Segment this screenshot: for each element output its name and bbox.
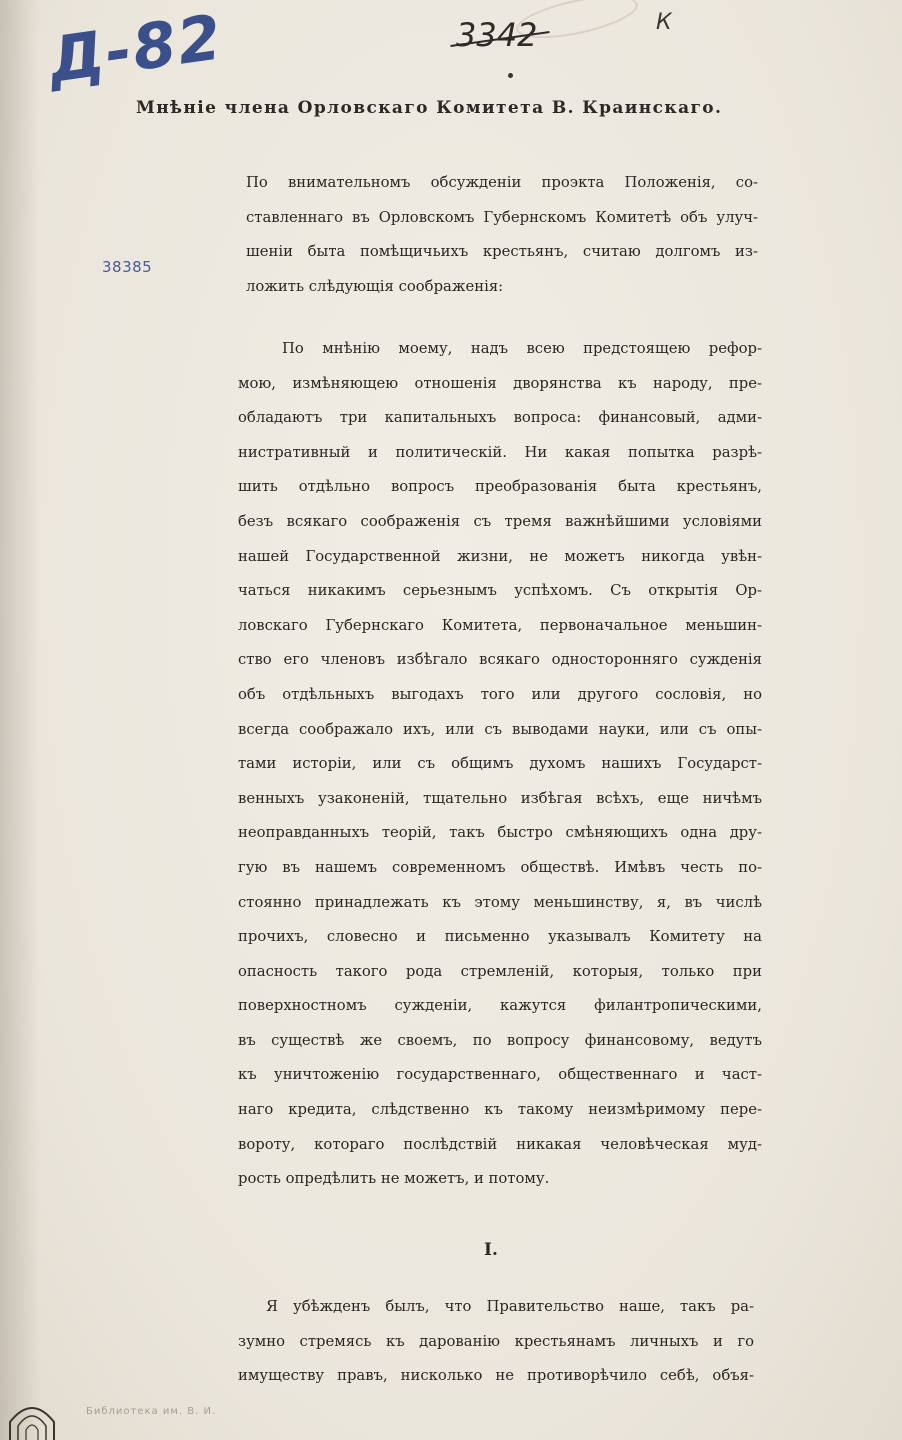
text-line: ложить слѣдующія соображенія: bbox=[246, 277, 504, 295]
catalog-number: 3342 bbox=[456, 16, 538, 54]
text-line: венныхъ узаконеній, тщательно избѣгая всѣхъ, еще ничѣмъ bbox=[238, 789, 762, 807]
paragraph-2 bbox=[238, 332, 762, 1197]
text-line: стоянно принадлежать къ этому меньшинству, я, въ числѣ bbox=[238, 893, 762, 911]
text-line: поверхностномъ сужденіи, кажутся филантропическими, bbox=[238, 997, 762, 1015]
paragraph-1 bbox=[246, 166, 758, 304]
handwritten-archive-code: Д-82 bbox=[43, 0, 228, 97]
text-line: неоправданныхъ теорій, такъ быстро смѣняющихъ одна дру- bbox=[238, 824, 762, 842]
document-title: Мнѣніе члена Орловскаго Комитета В. Краинскаго. bbox=[136, 98, 723, 118]
text-line: безъ всякаго соображенія съ тремя важнѣйшими условіями bbox=[238, 512, 762, 530]
text-line: въ существѣ же своемъ, по вопросу финансовому, ведутъ bbox=[238, 1031, 762, 1049]
text-line: шеніи быта помѣщичьихъ крестьянъ, считаю долгомъ из- bbox=[246, 243, 758, 261]
text-line: чаться никакимъ серьезнымъ успѣхомъ. Съ открытія Ор- bbox=[238, 582, 762, 600]
page-edge-shadow bbox=[0, 0, 40, 1440]
text-line: шить отдѣльно вопросъ преобразованія быта крестьянъ, bbox=[238, 478, 762, 496]
ink-dot bbox=[508, 73, 513, 78]
bottom-library-stamp: Библиотека им. В. И. bbox=[86, 1406, 217, 1417]
text-line: всегда соображало ихъ, или съ выводами науки, или съ опы- bbox=[238, 720, 762, 738]
text-line: Я убѣжденъ былъ, что Правительство наше, такъ ра- bbox=[266, 1298, 754, 1315]
text-line: По мнѣнію моему, надъ всею предстоящею рефор- bbox=[282, 340, 762, 357]
text-line: обладаютъ три капитальныхъ вопроса: финансовый, адми- bbox=[238, 409, 762, 427]
text-line: нистративный и политическій. Ни какая попытка разрѣ- bbox=[238, 443, 762, 461]
text-line: прочихъ, словесно и письменно указывалъ Комитету на bbox=[238, 928, 762, 946]
text-line: ловскаго Губернскаго Комитета, первоначальное меньшин- bbox=[238, 616, 762, 634]
text-line: зумно стремясь къ дарованію крестьянамъ личныхъ и го bbox=[238, 1332, 754, 1350]
section-paragraph bbox=[238, 1290, 754, 1394]
text-line: ство его членовъ избѣгало всякаго односторонняго сужденія bbox=[238, 651, 762, 669]
inventory-number: 38385 bbox=[102, 258, 153, 276]
text-line: къ уничтоженію государственнаго, общественнаго и част- bbox=[238, 1066, 762, 1084]
text-line: объ отдѣльныхъ выгодахъ того или другого сословія, но bbox=[238, 685, 762, 703]
text-line: мою, измѣняющею отношенія дворянства къ народу, пре- bbox=[238, 374, 762, 392]
section-number: I. bbox=[484, 1240, 498, 1260]
text-line: рость опредѣлить не можетъ, и потому. bbox=[238, 1170, 550, 1188]
text-line: наго кредита, слѣдственно къ такому неизмѣримому пере- bbox=[238, 1101, 762, 1119]
text-line: нашей Государственной жизни, не можетъ никогда увѣн- bbox=[238, 547, 762, 565]
text-line: опасность такого рода стремленій, которыя, только при bbox=[238, 962, 762, 980]
text-line: тами исторіи, или съ общимъ духомъ нашихъ Государст- bbox=[238, 755, 762, 773]
text-line: ставленнаго въ Орловскомъ Губернскомъ Комитетѣ объ улуч- bbox=[246, 208, 758, 226]
corner-letter: К bbox=[656, 10, 672, 35]
text-line: вороту, котораго послѣдствій никакая человѣческая муд- bbox=[238, 1135, 762, 1153]
text-line: имуществу правъ, нисколько не противорѣчило себѣ, объя- bbox=[238, 1367, 754, 1385]
library-emblem-icon bbox=[4, 1392, 60, 1440]
text-line: По внимательномъ обсужденіи проэкта Положенія, со- bbox=[246, 174, 758, 191]
text-line: гую въ нашемъ современномъ обществѣ. Имѣвъ честь по- bbox=[238, 858, 762, 876]
